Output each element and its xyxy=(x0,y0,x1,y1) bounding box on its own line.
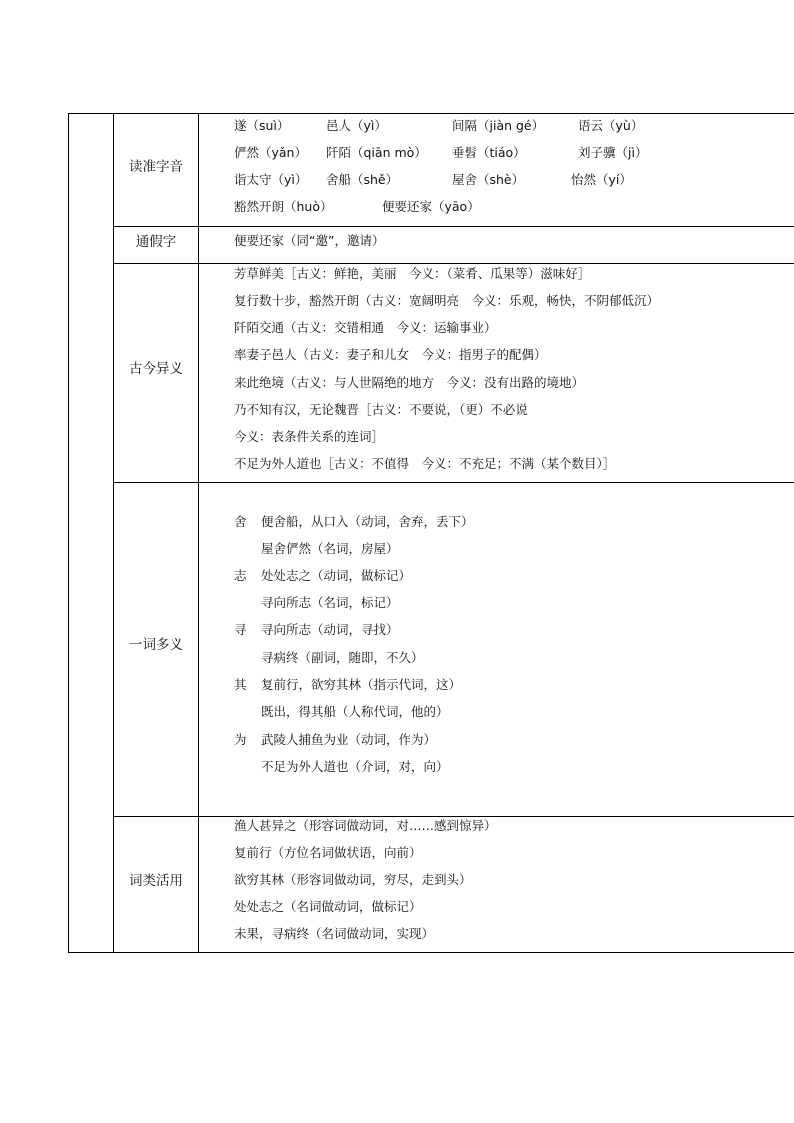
polysemy-char: 为 xyxy=(234,732,247,747)
pronunciation-item: 怡然（yí） xyxy=(571,172,632,187)
pronunciation-item: 豁然开朗（huò） xyxy=(234,199,333,214)
table-border-left xyxy=(68,113,69,953)
polysemy-text: 寻病终（副词，随即，不久） xyxy=(261,650,424,665)
row-divider-3 xyxy=(113,482,794,483)
table-border-top xyxy=(68,113,794,114)
part-of-speech-line: 复前行（方位名词做状语，向前） xyxy=(234,845,422,860)
polysemy-char: 寻 xyxy=(234,622,247,637)
pronunciation-item: 语云（yù） xyxy=(578,118,644,133)
vocabulary-table xyxy=(68,113,794,953)
part-of-speech-line: 渔人甚异之（形容词做动词，对……感到惊异） xyxy=(234,818,497,833)
pronunciation-item: 便要还家（yāo） xyxy=(382,199,480,214)
pronunciation-item: 邑人（yì） xyxy=(326,118,387,133)
polysemy-char: 舍 xyxy=(234,514,247,529)
section-label-part-of-speech: 词类活用 xyxy=(129,873,183,889)
ancient-modern-line: 今义：表条件关系的连词］ xyxy=(234,429,385,444)
ancient-modern-line: 率妻子邑人（古义：妻子和儿女 今义：指男子的配偶） xyxy=(234,347,547,362)
polysemy-char: 其 xyxy=(234,677,247,692)
column-divider-2 xyxy=(198,113,199,953)
pronunciation-item: 垂髫（tiáo） xyxy=(452,145,526,160)
part-of-speech-line: 未果，寻病终（名词做动词，实现） xyxy=(234,926,435,941)
polysemy-text: 屋舍俨然（名词，房屋） xyxy=(261,541,399,556)
pronunciation-item: 屋舍（shè） xyxy=(452,172,525,187)
pronunciation-item: 遂（suì） xyxy=(234,118,290,133)
pronunciation-item: 刘子骥（jì） xyxy=(578,145,648,160)
polysemy-text: 复前行，欲穷其林（指示代词，这） xyxy=(261,677,462,692)
ancient-modern-line: 乃不知有汉，无论魏晋［古义：不要说，（更）不必说 xyxy=(234,402,528,417)
pronunciation-item: 间隔（jiàn gé） xyxy=(452,118,545,133)
part-of-speech-line: 欲穷其林（形容词做动词，穷尽，走到头） xyxy=(234,872,472,887)
part-of-speech-line: 处处志之（名词做动词，做标记） xyxy=(234,899,422,914)
polysemy-text: 处处志之（动词，做标记） xyxy=(261,568,412,583)
polysemy-char: 志 xyxy=(234,568,247,583)
polysemy-text: 寻向所志（动词，寻找） xyxy=(261,622,399,637)
table-border-bottom xyxy=(68,952,794,953)
section-label-loan-characters: 通假字 xyxy=(135,234,177,250)
row-divider-1 xyxy=(113,226,794,227)
loan-character-line: 便要还家（同“邀”，邀请） xyxy=(234,233,385,248)
polysemy-text: 寻向所志（名词，标记） xyxy=(261,595,399,610)
section-label-pronunciation: 读准字音 xyxy=(129,159,183,175)
section-label-ancient-modern: 古今异义 xyxy=(129,361,183,377)
ancient-modern-line: 复行数十步，豁然开朗（古义：宽阔明亮 今义：乐观，畅快，不阴郁低沉） xyxy=(234,293,660,308)
row-divider-2 xyxy=(113,263,794,264)
ancient-modern-line: 阡陌交通（古义：交错相通 今义：运输事业） xyxy=(234,320,497,335)
section-label-polysemy: 一词多义 xyxy=(129,637,183,653)
pronunciation-item: 诣太守（yì） xyxy=(234,172,308,187)
pronunciation-item: 舍船（shě） xyxy=(326,172,399,187)
ancient-modern-line: 来此绝境（古义：与人世隔绝的地方 今义：没有出路的境地） xyxy=(234,375,585,390)
ancient-modern-line: 芳草鲜美［古义：鲜艳，美丽 今义：（菜肴、瓜果等）滋味好］ xyxy=(234,266,591,281)
pronunciation-item: 阡陌（qiān mò） xyxy=(326,145,427,160)
polysemy-text: 便舍船，从口入（动词，舍弃，丢下） xyxy=(261,514,474,529)
polysemy-text: 既出，得其船（人称代词，他的） xyxy=(261,704,449,719)
pronunciation-item: 俨然（yǎn） xyxy=(234,145,307,160)
polysemy-text: 不足为外人道也（介词，对，向） xyxy=(261,759,449,774)
ancient-modern-line: 不足为外人道也［古义：不值得 今义：不充足；不满（某个数目）］ xyxy=(234,456,616,471)
polysemy-text: 武陵人捕鱼为业（动词，作为） xyxy=(261,732,437,747)
